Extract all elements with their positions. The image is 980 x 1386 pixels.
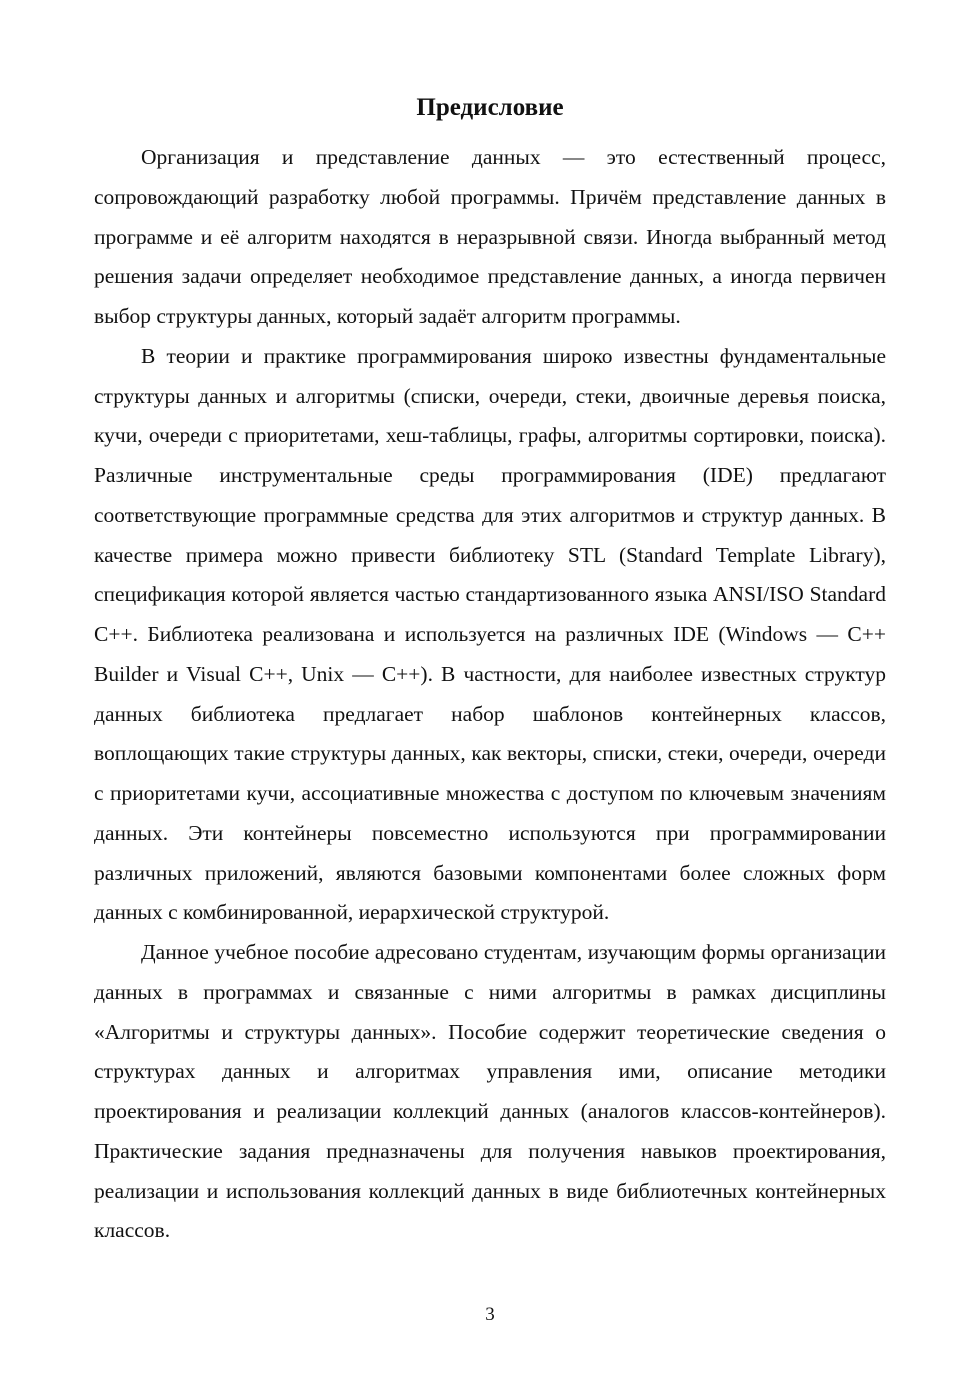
page-title: Предисловие xyxy=(416,94,564,121)
paragraph-3: Данное учебное пособие адресовано студентам, изучающим формы организации данных в программах и связанные с ними алгоритмы в рамках дисциплины «Алгоритмы и структуры данных». Пособие содержит теоретические сведения о структурах данных и алгоритмах управления ими, описание методики проектирования и реализации коллекций данных (аналогов классов-контейнеров). Практические задания предназначены для получения навыков проектирования, реализации и использования коллекций данных в виде библиотечных контейнерных классов. xyxy=(94,940,886,1243)
paragraph-1: Организация и представление данных — это естественный процесс, сопровождающий разработку любой программы. Причём представление данных в программе и её алгоритм находятся в неразрывной связи. Иногда выбранный метод решения задачи определяет необходимое представление данных, а иногда первичен выбор структуры данных, который задаёт алгоритм программы. xyxy=(94,145,886,328)
paragraph-2: В теории и практике программирования широко известны фундаментальные структуры данных и алгоритмы (списки, очереди, стеки, двоичные деревья поиска, кучи, очереди с приоритетами, хеш-таблицы, графы, алгоритмы сортировки, поиска). Различные инструментальные среды программирования (IDE) предлагают соответствующие программные средства для этих алгоритмов и структур данных. В качестве примера можно привести библиотеку STL (Standard Template Library), спецификация которой является частью стандартизованного языка ANSI/ISO Standard C++. Библиотека реализована и используется на различных IDE (Windows — C++ Builder и Visual C++, Unix — C++). В частности, для наиболее известных структур данных библиотека предлагает набор шаблонов контейнерных классов, воплощающих такие структуры данных, как векторы, списки, стеки, очереди, очереди с приоритетами кучи, ассоциативные множества с доступом по ключевым значениям данных. Эти контейнеры повсеместно используются при программировании различных приложений, являются базовыми компонентами более сложных форм данных с комбинированной, иерархической структурой. xyxy=(94,343,886,925)
page-number: 3 xyxy=(485,1304,495,1325)
body-text xyxy=(94,138,886,1251)
